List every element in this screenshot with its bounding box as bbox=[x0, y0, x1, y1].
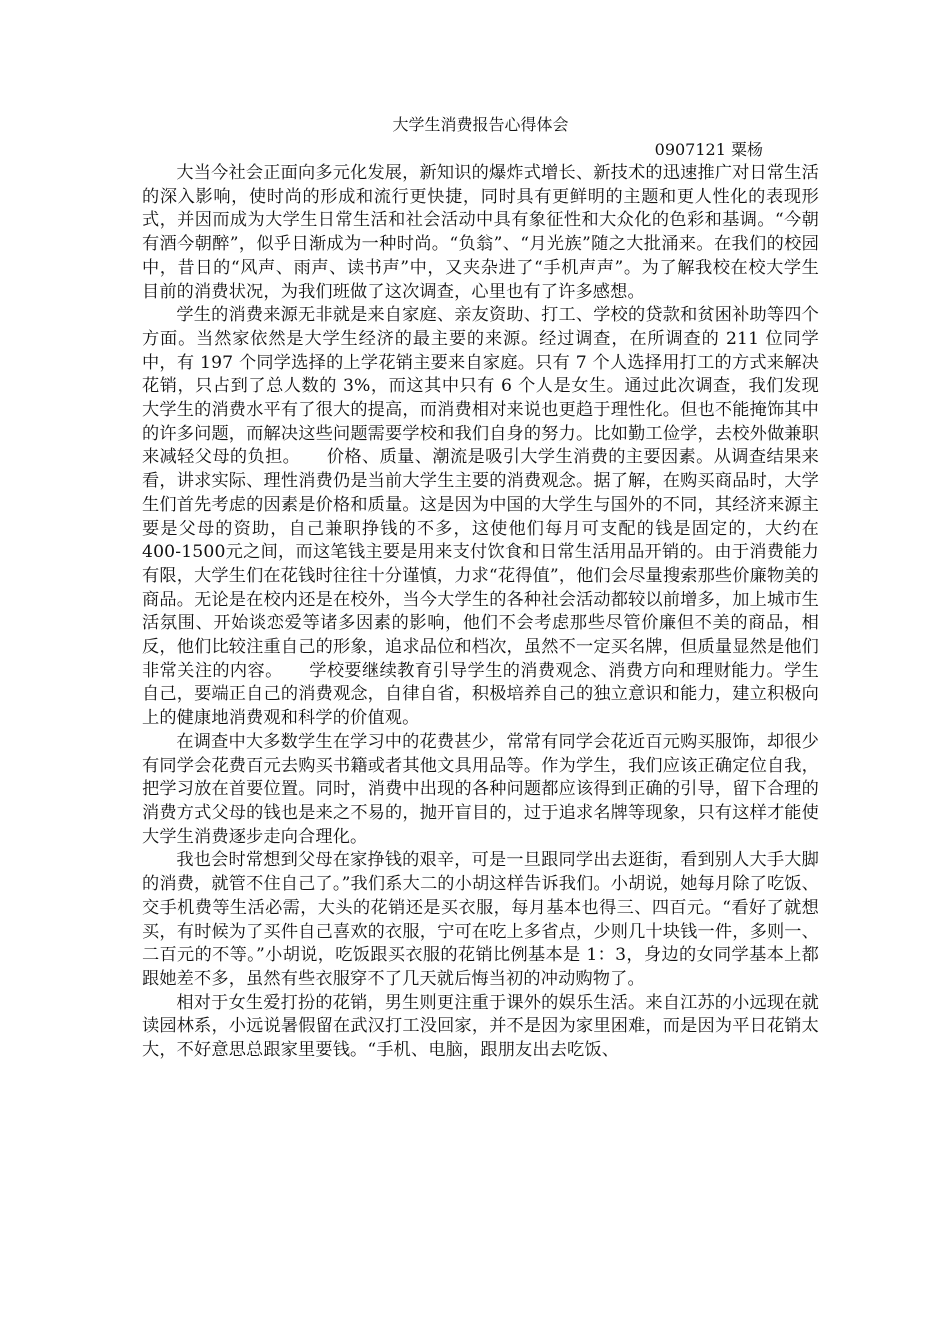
document-page bbox=[142, 112, 819, 1063]
document-title: 大学生消费报告心得体会 bbox=[392, 115, 569, 134]
paragraph-intro: 大当今社会正面向多元化发展，新知识的爆炸式增长、新技术的迅速推广对日常生活的深入影响，使时尚的形成和流行更快捷，同时具有更鲜明的主题和更人性化的表现形式，并因而成为大学生日常生活和社会活动中具有象征性和大众化的色彩和基调。“今朝有酒今朝醉”，似乎日渐成为一种时尚。“负翁”、“月光族”随之大批涌来。在我们的校园中，昔日的“风声、雨声、读书声”中，又夹杂进了“手机声声”。为了解我校在校大学生目前的消费状况，为我们班做了这次调查，心里也有了许多感想。 bbox=[142, 163, 819, 302]
author-line: 0907121 粟杨 bbox=[654, 140, 763, 159]
paragraph-male-students: 相对于女生爱打扮的花销，男生则更注重于课外的娱乐生活。来自江苏的小远现在就读园林系，小远说暑假留在武汉打工没回家，并不是因为家里困难，而是因为平日花销太大，不好意思总跟家里要钱。“手机、电脑，跟朋友出去吃饭、 bbox=[142, 992, 819, 1061]
paragraph-consumption-sources: 学生的消费来源无非就是来自家庭、亲友资助、打工、学校的贷款和贫困补助等四个方面。当然家依然是大学生经济的最主要的来源。经过调查，在所调查的 211 位同学中，有 197 个同学选择的上学花销主要来自家庭。只有 7 个人选择用打工的方式来解决花销，只占到了总人数的 3%，而这其中只有 6 个人是女生。通过此次调查，我们发现大学生的消费水平有了很大的提高，而消费相对来说也更趋于理性化。但也不能掩饰其中的许多问题，而解决这些问题需要学校和我们自身的努力。比如勤工俭学，去校外做兼职来减轻父母的负担。 价格、质量、潮流是吸引大学生消费的主要因素。从调查结果来看，讲求实际、理性消费仍是当前大学生主要的消费观念。据了解，在购买商品时，大学生们首先考虑的因素是价格和质量。这是因为中国的大学生与国外的不同，其经济来源主要是父母的资助，自己兼职挣钱的不多，这使他们每月可支配的钱是固定的，大约在 400-1500元之间，而这笔钱主要是用来支付饮食和日常生活用品开销的。由于消费能力有限，大学生们在花钱时往往十分谨慎，力求“花得值”，他们会尽量搜索那些价廉物美的商品。无论是在校内还是在校外，当今大学生的各种社会活动都较以前增多，加上城市生活氛围、开始谈恋爱等诸多因素的影响，他们不会考虑那些尽管价廉但不美的商品，相反，他们比较注重自己的形象，追求品位和档次，虽然不一定买名牌，但质量显然是他们非常关注的内容。 学校要继续教育引导学生的消费观念、消费方向和理财能力。学生自己，要端正自己的消费观念，自律自省，积极培养自己的独立意识和能力，建立积极向上的健康地消费观和科学的价值观。 bbox=[142, 305, 819, 729]
paragraph-xiaohu-quote: 我也会时常想到父母在家挣钱的艰辛，可是一旦跟同学出去逛街，看到别人大手大脚的消费，就管不住自己了。”我们系大二的小胡这样告诉我们。小胡说，她每月除了吃饭、交手机费等生活必需，大头的花销还是买衣服，每月基本也得三、四百元。“看好了就想买，有时候为了买件自己喜欢的衣服，宁可在吃上多省点，少则几十块钱一件，多则一、二百元的不等。”小胡说，吃饭跟买衣服的花销比例基本是 1：3，身边的女同学基本上都跟她差不多，虽然有些衣服穿不了几天就后悔当初的冲动购物了。 bbox=[142, 850, 819, 989]
paragraph-spending-habits: 在调查中大多数学生在学习中的花费甚少，常常有同学会花近百元购买服饰，却很少有同学会花费百元去购买书籍或者其他文具用品等。作为学生，我们应该正确定位自我，把学习放在首要位置。同时，消费中出现的各种问题都应该得到正确的引导，留下合理的消费方式父母的钱也是来之不易的，抛开盲目的，过于追求名牌等现象，只有这样才能使大学生消费逐步走向合理化。 bbox=[142, 731, 819, 847]
